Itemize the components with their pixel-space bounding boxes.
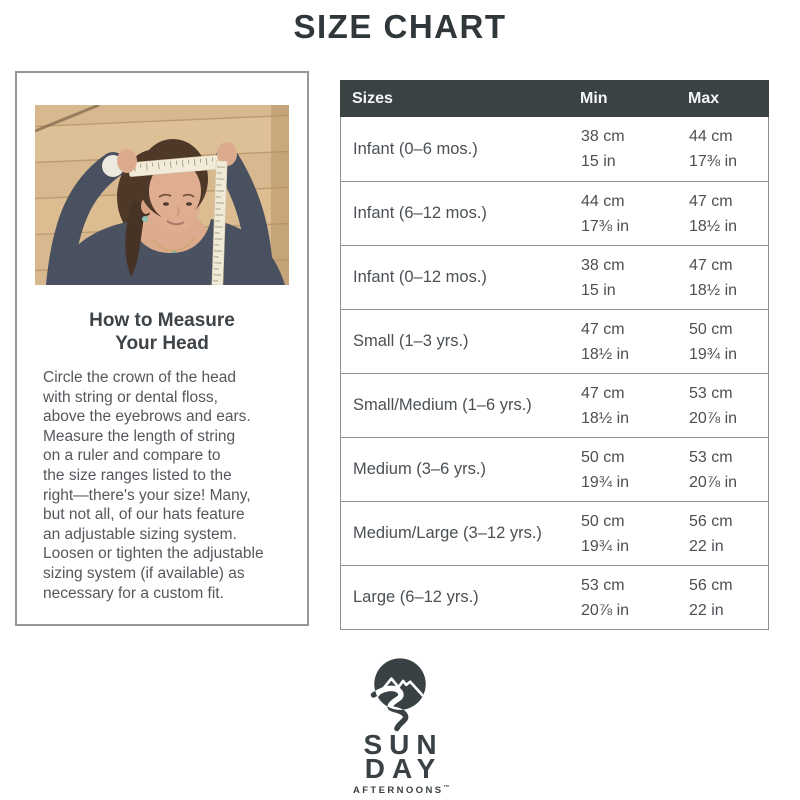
min-in: 20⅞ in xyxy=(581,601,630,619)
para-line: Measure the length of string xyxy=(43,427,236,445)
max-in: 20⅞ in xyxy=(689,409,738,427)
sunday-afternoons-logo xyxy=(0,656,800,796)
table-body xyxy=(340,117,769,630)
para-line: above the eyebrows and ears. xyxy=(43,408,251,426)
min-cm: 50 cm xyxy=(581,512,625,530)
table-row xyxy=(341,181,768,245)
min-value xyxy=(581,509,689,559)
para-line: necessary for a custom fit. xyxy=(43,584,224,602)
min-cm: 47 cm xyxy=(581,320,625,338)
max-value xyxy=(689,381,768,431)
head-measuring-photo xyxy=(35,105,289,285)
min-value xyxy=(581,189,689,239)
size-label: Small (1–3 yrs.) xyxy=(353,332,469,350)
max-value xyxy=(689,509,768,559)
howto-heading xyxy=(17,309,307,355)
trademark-symbol: ™ xyxy=(443,785,450,791)
max-in: 22 in xyxy=(689,537,724,555)
max-in: 17⅜ in xyxy=(689,153,738,170)
max-cm: 50 cm xyxy=(689,320,733,338)
min-cm: 50 cm xyxy=(581,448,625,466)
size-label: Small/Medium (1–6 yrs.) xyxy=(353,396,532,414)
table-row xyxy=(341,245,768,309)
para-line: Circle the crown of the head xyxy=(43,369,236,386)
para-line: the size ranges listed to the xyxy=(43,466,232,484)
max-in: 19¾ in xyxy=(689,345,738,363)
table-row xyxy=(341,437,768,501)
para-line: with string or dental floss, xyxy=(43,388,218,406)
min-in: 18½ in xyxy=(581,409,630,427)
howto-heading-line1: How to Measure xyxy=(89,310,235,331)
min-cm: 47 cm xyxy=(581,384,625,402)
max-in: 20⅞ in xyxy=(689,473,738,491)
sun-mountain-icon xyxy=(361,656,439,734)
max-value xyxy=(689,317,768,367)
min-cm: 38 cm xyxy=(581,256,625,274)
min-in: 15 in xyxy=(581,153,616,170)
size-table xyxy=(340,80,769,630)
logo-word-day: DAY xyxy=(364,753,443,784)
min-value xyxy=(581,381,689,431)
max-cm: 47 cm xyxy=(689,192,733,210)
column-header-min: Min xyxy=(580,89,608,107)
min-cm: 38 cm xyxy=(581,128,625,145)
size-label: Infant (6–12 mos.) xyxy=(353,204,487,222)
max-value xyxy=(689,253,768,303)
table-row xyxy=(341,117,768,181)
para-line: Loosen or tighten the adjustable xyxy=(43,545,264,563)
max-value xyxy=(689,189,768,239)
para-line: an adjustable sizing system. xyxy=(43,525,237,543)
max-cm: 47 cm xyxy=(689,256,733,274)
max-in: 18½ in xyxy=(689,217,738,235)
max-cm: 53 cm xyxy=(689,448,733,466)
min-in: 19¾ in xyxy=(581,537,630,555)
table-row xyxy=(341,309,768,373)
logo-subtitle xyxy=(353,785,450,796)
size-label: Medium (3–6 yrs.) xyxy=(353,460,486,478)
min-in: 18½ in xyxy=(581,345,630,363)
para-line: sizing system (if available) as xyxy=(43,564,245,582)
max-in: 22 in xyxy=(689,601,724,619)
para-line: but not all, of our hats feature xyxy=(43,506,245,524)
size-label: Large (6–12 yrs.) xyxy=(353,588,479,606)
min-value xyxy=(581,445,689,495)
para-line: on a ruler and compare to xyxy=(43,447,221,465)
howto-paragraph xyxy=(43,368,307,603)
max-cm: 56 cm xyxy=(689,512,733,530)
table-row xyxy=(341,373,768,437)
min-value xyxy=(581,573,689,623)
para-line: right—there's your size! Many, xyxy=(43,486,251,504)
max-value xyxy=(689,124,768,174)
max-value xyxy=(689,445,768,495)
min-cm: 53 cm xyxy=(581,576,625,594)
max-cm: 44 cm xyxy=(689,128,733,145)
min-value xyxy=(581,124,689,174)
min-value xyxy=(581,253,689,303)
min-in: 19¾ in xyxy=(581,473,630,491)
page-title: SIZE CHART xyxy=(293,8,507,45)
size-label: Infant (0–6 mos.) xyxy=(353,139,478,158)
max-cm: 53 cm xyxy=(689,384,733,402)
measure-instructions-card xyxy=(15,71,309,626)
table-row xyxy=(341,565,768,629)
howto-heading-line2: Your Head xyxy=(115,333,209,354)
min-value xyxy=(581,317,689,367)
min-cm: 44 cm xyxy=(581,192,625,210)
table-header-row xyxy=(340,80,769,117)
column-header-sizes: Sizes xyxy=(352,89,393,107)
logo-subtitle-text: AFTERNOONS xyxy=(352,785,444,796)
max-in: 18½ in xyxy=(689,281,738,299)
logo-word-sun: SUN xyxy=(363,729,444,760)
size-label: Medium/Large (3–12 yrs.) xyxy=(353,524,542,542)
table-row xyxy=(341,501,768,565)
column-header-max: Max xyxy=(688,89,720,107)
max-value xyxy=(689,573,768,623)
size-label: Infant (0–12 mos.) xyxy=(353,268,487,286)
max-cm: 56 cm xyxy=(689,576,733,594)
min-in: 15 in xyxy=(581,281,616,299)
min-in: 17⅜ in xyxy=(581,217,630,235)
